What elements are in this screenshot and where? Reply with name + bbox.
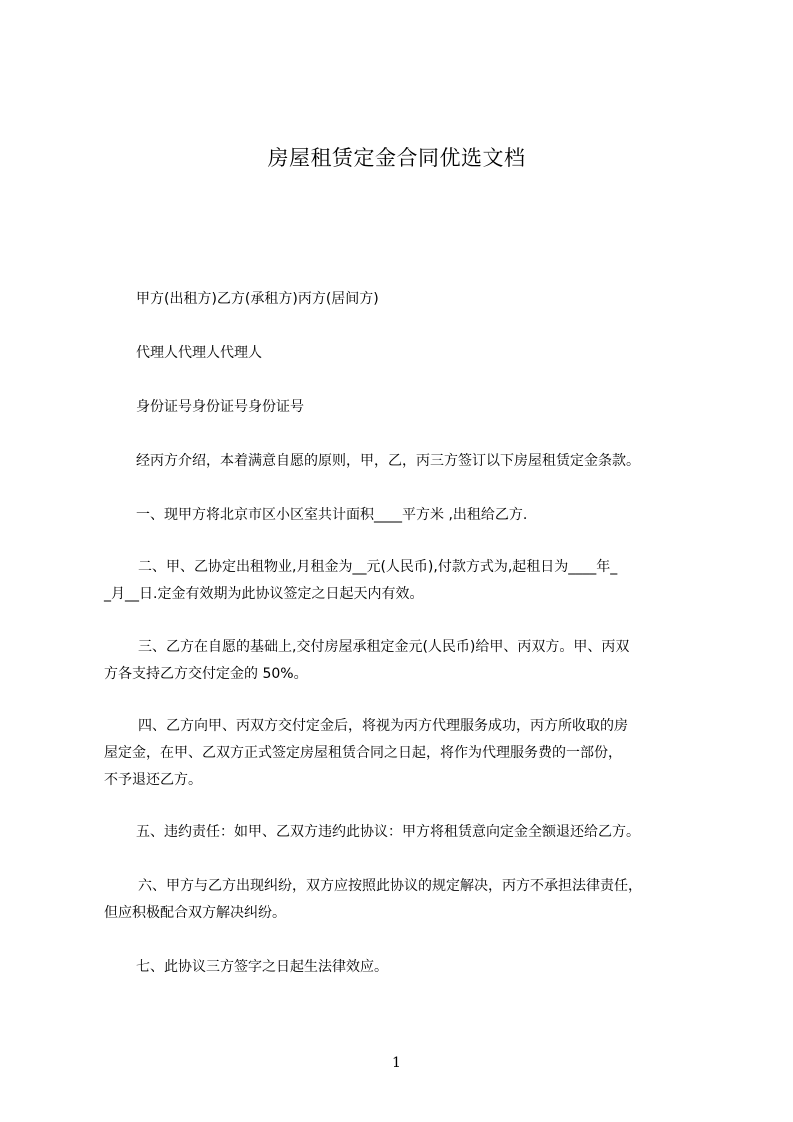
page-number: 1	[392, 1055, 401, 1071]
paragraph-line: 七、此协议三方签字之日起生法律效应。	[136, 959, 388, 975]
paragraph-line: 但应积极配合双方解决纠纷。	[104, 905, 286, 921]
paragraph-line: 五、违约责任：如甲、乙双方违约此协议：甲方将租赁意向定金全额退还给乙方。	[136, 824, 640, 840]
paragraph-line: 一、现甲方将北京市区小区室共计面积____平方米 ,出租给乙方.	[136, 507, 528, 523]
paragraph-line: 二、甲、乙协定出租物业,月租金为__元(人民币),付款方式为,起租日为____年_	[138, 559, 618, 575]
paragraph-line: _月__日.定金有效期为此协议签定之日起天内有效。	[104, 586, 424, 602]
paragraph-line: 方各支持乙方交付定金的 50%。	[104, 666, 308, 682]
paragraph-line: 屋定金，在甲、乙双方正式签定房屋租赁合同之日起，将作为代理服务费的一部份，	[104, 745, 622, 761]
clause-2	[104, 554, 704, 608]
paragraph-parties	[104, 286, 704, 313]
paragraph-line: 六、甲方与乙方出现纠纷，双方应按照此协议的规定解决，丙方不承担法律责任，	[138, 878, 642, 894]
clause-7	[104, 954, 704, 981]
paragraph-line: 经丙方介绍，本着满意自愿的原则，甲，乙，丙三方签订以下房屋租赁定金条款。	[136, 453, 640, 469]
paragraph-line: 不予退还乙方。	[104, 772, 202, 788]
paragraph-line: 四、乙方向甲、丙双方交付定金后，将视为丙方代理服务成功，丙方所收取的房	[138, 718, 628, 734]
clause-3	[104, 634, 704, 688]
paragraph-id-numbers	[104, 394, 704, 421]
paragraph-line: 甲方(出租方)乙方(承租方)丙方(居间方)	[136, 291, 379, 307]
paragraph-intro	[104, 448, 704, 475]
clause-6	[104, 873, 704, 927]
paragraph-agents	[104, 340, 704, 367]
paragraph-line: 代理人代理人代理人	[136, 345, 262, 361]
clause-5	[104, 819, 704, 846]
document-title: 房屋租赁定金合同优选文档	[267, 146, 526, 170]
clause-4	[104, 713, 704, 794]
paragraph-line: 三、乙方在自愿的基础上,交付房屋承租定金元(人民币)给甲、丙双方。甲、丙双	[138, 639, 630, 655]
paragraph-line: 身份证号身份证号身份证号	[136, 399, 304, 415]
clause-1	[104, 502, 704, 529]
